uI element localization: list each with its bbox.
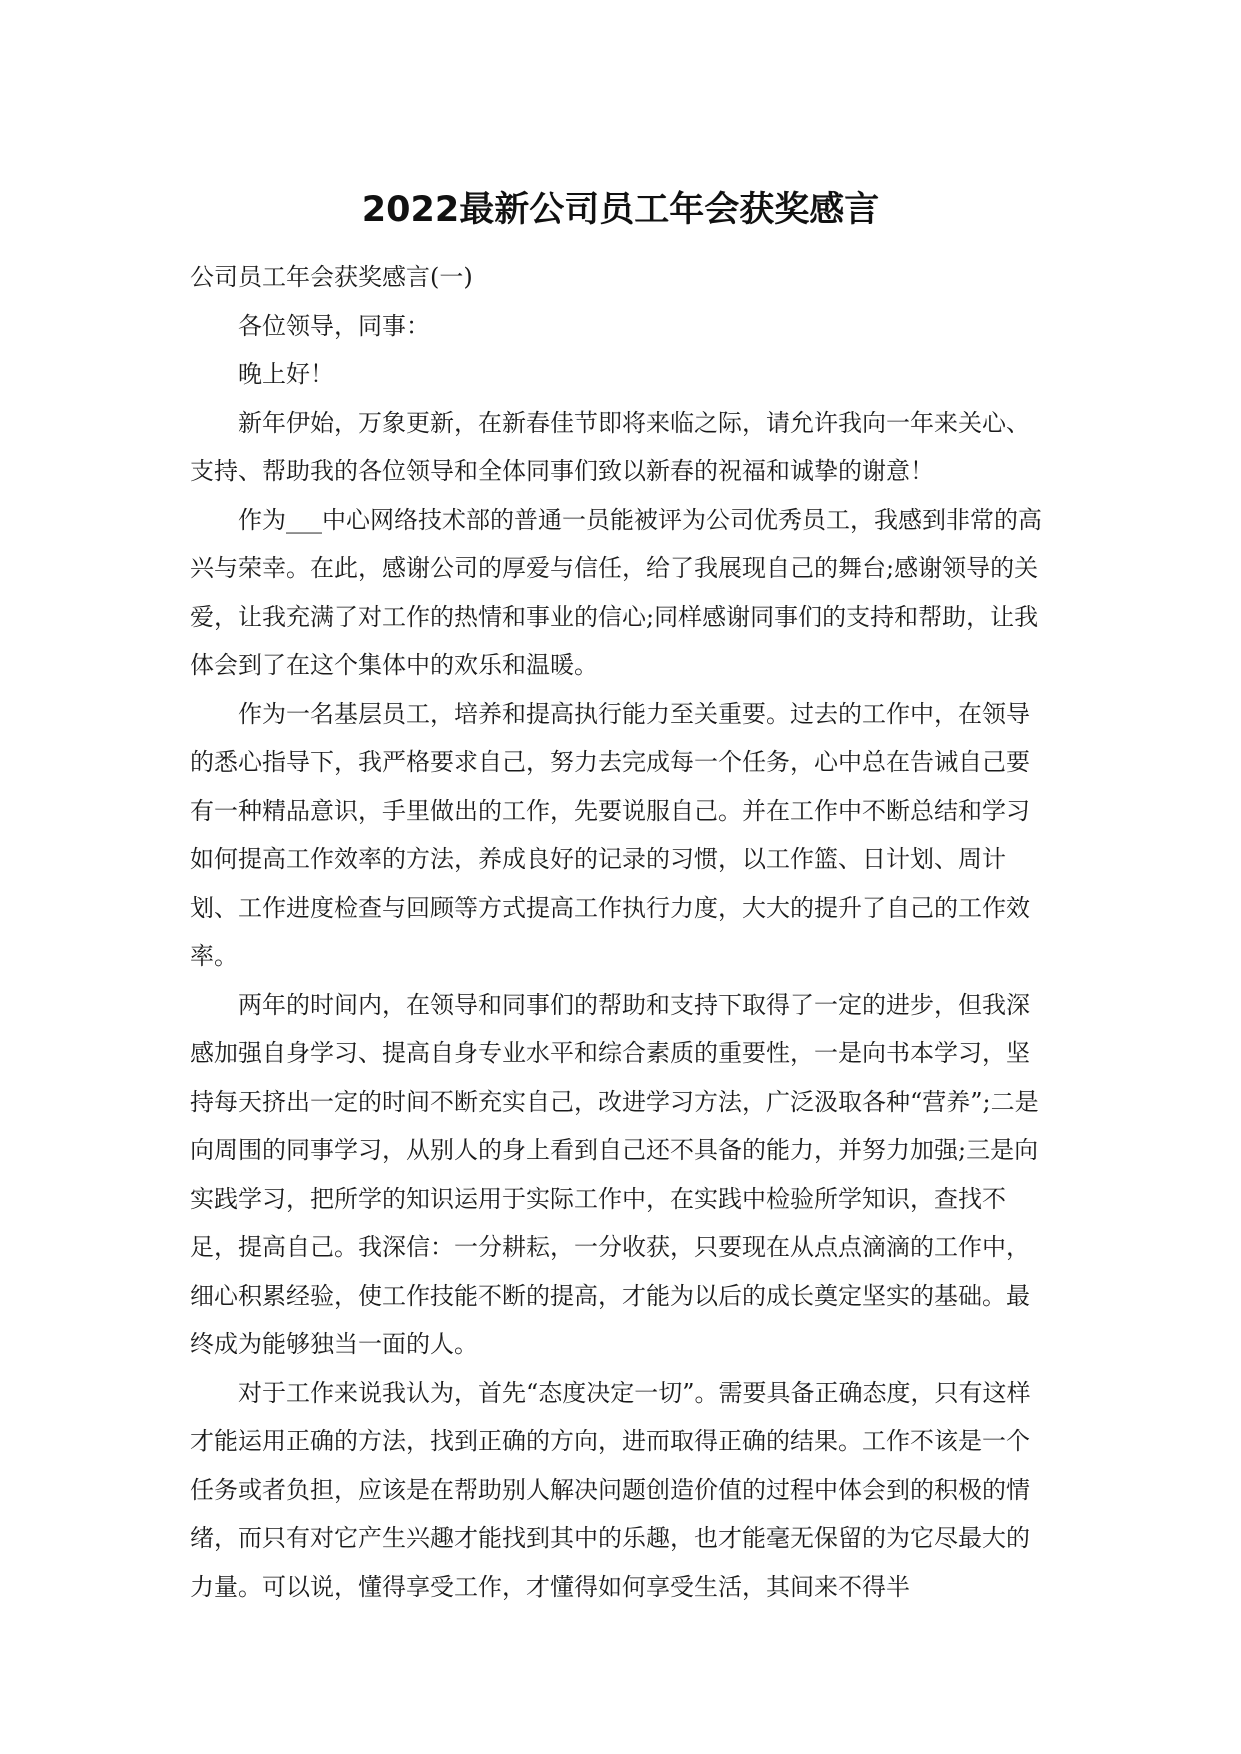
- paragraph-learning: 两年的时间内，在领导和同事们的帮助和支持下取得了一定的进步，但我深感加强自身学习、提高自身专业水平和综合素质的重要性，一是向书本学习，坚持每天挤出一定的时间不断充实自己，改进学习方法，广泛汲取各种“营养”;二是向周围的同事学习，从别人的身上看到自己还不具备的能力，并努力加强;三是向实践学习，把所学的知识运用于实际工作中，在实践中检验所学知识，查找不足，提高自己。我深信：一分耕耘，一分收获，只要现在从点点滴滴的工作中，细心积累经验，使工作技能不断的提高，才能为以后的成长奠定坚实的基础。最终成为能够独当一面的人。: [190, 990, 1039, 1358]
- paragraph-new-year-wishes: 新年伊始，万象更新，在新春佳节即将来临之际，请允许我向一年来关心、支持、帮助我的各位领导和全体同事们致以新春的祝福和诚挚的谢意！: [190, 408, 1030, 485]
- paragraph-salutation: 各位领导，同事：: [238, 311, 430, 340]
- paragraph-execution: 作为一名基层员工，培养和提高执行能力至关重要。过去的工作中，在领导的悉心指导下，我严格要求自己，努力去完成每一个任务，心中总在告诫自己要有一种精品意识，手里做出的工作，先要说服自己。并在工作中不断总结和学习如何提高工作效率的方法，养成良好的记录的习惯，以工作篮、日计划、周计划、工作进度检查与回顾等方式提高工作执行力度，大大的提升了自己的工作效率。: [190, 699, 1030, 970]
- document-body: [190, 253, 1052, 1611]
- document-title: 2022最新公司员工年会获奖感言: [361, 190, 880, 230]
- paragraph-greeting: 晚上好！: [238, 360, 334, 388]
- section-heading: 公司员工年会获奖感言(一): [190, 263, 473, 291]
- paragraph-gratitude: 作为___中心网络技术部的普通一员能被评为公司优秀员工，我感到非常的高兴与荣幸。在此，感谢公司的厚爱与信任，给了我展现自己的舞台;感谢领导的关爱，让我充满了对工作的热情和事业的信心;同样感谢同事们的支持和帮助，让我体会到了在这个集体中的欢乐和温暖。: [190, 505, 1042, 679]
- paragraph-attitude: 对于工作来说我认为，首先“态度决定一切”。需要具备正确态度，只有这样才能运用正确的方法，找到正确的方向，进而取得正确的结果。工作不该是一个任务或者负担，应该是在帮助别人解决问题创造价值的过程中体会到的积极的情绪，而只有对它产生兴趣才能找到其中的乐趣，也才能毫无保留的为它尽最大的力量。可以说，懂得享受工作，才懂得如何享受生活，其间来不得半: [190, 1378, 1031, 1601]
